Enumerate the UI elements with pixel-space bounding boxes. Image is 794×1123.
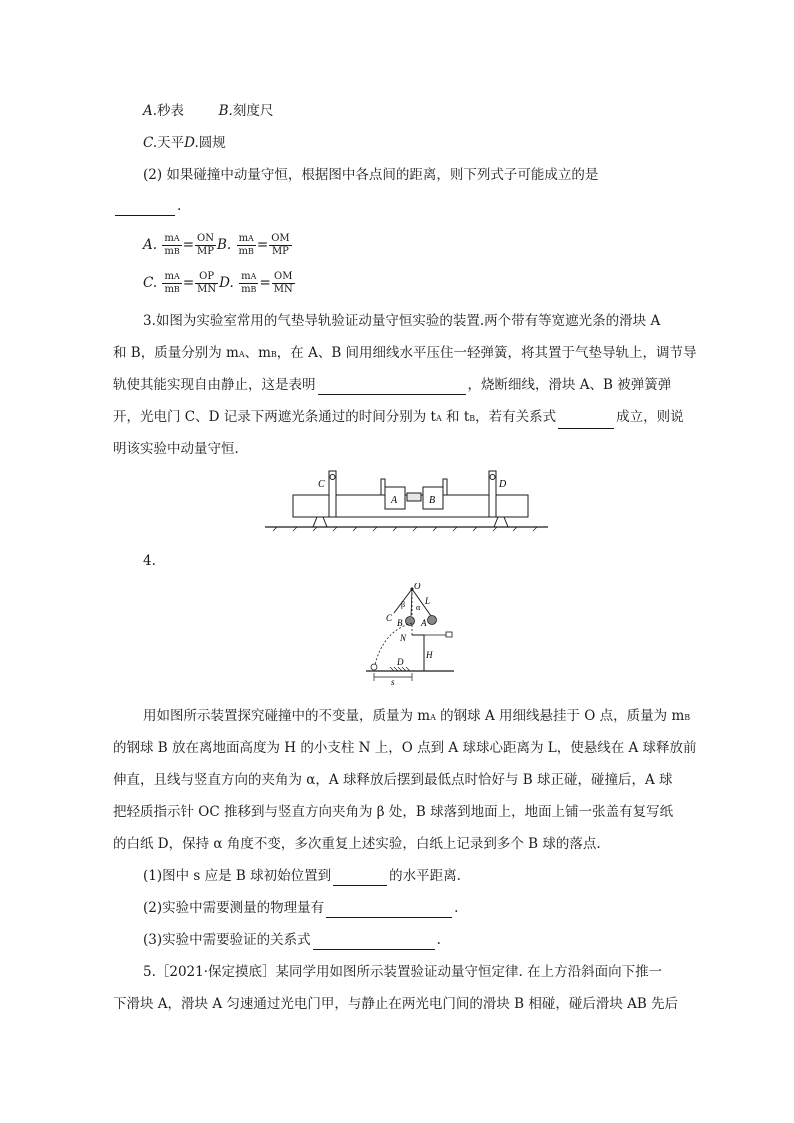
label-alpha: α: [416, 603, 421, 612]
compressed-spring: [407, 493, 421, 501]
q5-line-2: 下滑块 A，滑块 A 匀速通过光电门甲，与静止在两光电门间的滑块 B 相碰，碰后滑块 AB 先后: [113, 996, 679, 1012]
fraction-distance-ratio-a: $\frac{ON}{MP}$: [197, 233, 214, 257]
fraction-option-a-label: A.: [143, 237, 158, 253]
projectile-trajectory: [374, 623, 412, 669]
label-b: B: [429, 495, 436, 506]
label-beta: β: [401, 600, 406, 609]
photogate-c: [329, 471, 336, 517]
air-track-figure: [263, 465, 553, 535]
q2-options-line-cd: [143, 133, 226, 153]
q2-fraction-options-ab: A. $\frac{mA}{mB}$ = $\frac{ON}{MP}$ B. $\frac{mA}{mB}$ = $\frac{OM}{MP}$: [143, 233, 290, 257]
q4-para-line-3: 伸直，且线与竖直方向的夹角为 α，A 球释放后摆到最低点时恰好与 B 球正碰，碰撞后，A 球: [113, 772, 673, 788]
q4-blank-2[interactable]: [326, 903, 452, 918]
fraction-option-d-label: D.: [219, 275, 234, 291]
fraction-mass-ratio-b: $\frac{mA}{mB}$: [238, 233, 254, 257]
option-b-text: 刻度尺: [232, 103, 274, 119]
label-o: O: [414, 583, 421, 591]
q4-para-line-2: 的钢球 B 放在离地面高度为 H 的小支柱 N 上，O 点到 A 球球心距离为 L，使悬线在 A 球释放前: [113, 740, 697, 756]
q3-line-2: 和 B，质量分别为 mA、mB，在 A、B 间用细线水平压住一轻弹簧，将其置于气垫导轨上，调节导: [113, 345, 697, 361]
q4-para-line-1: 用如图所示装置探究碰撞中的不变量，质量为 mA 的钢球 A 用细线悬挂于 O 点，质量为 mB: [143, 708, 691, 724]
ball-b: [406, 617, 415, 626]
q3-blank-1[interactable]: [318, 380, 466, 395]
q3-line-4: 开，光电门 C、D 记录下两遮光条通过的时间分别为 tA 和 tB，若有关系式 成立，则说: [113, 407, 684, 429]
label-b: B: [397, 618, 403, 628]
q4-number: 4.: [143, 553, 156, 569]
q4-para-line-4: 把轻质指示针 OC 推移到与竖直方向夹角为 β 处，B 球落到地面上，地面上铺一张盖有复写纸: [113, 804, 674, 820]
label-a: A: [391, 495, 398, 506]
fraction-option-c-label: C.: [143, 275, 158, 291]
q3-blank-2[interactable]: [558, 414, 614, 429]
photogate-d: [489, 471, 496, 517]
label-l: L: [425, 596, 431, 606]
fraction-mass-ratio-d: $\frac{mA}{mB}$: [241, 271, 257, 295]
option-a-label: A.: [143, 103, 158, 119]
q4-blank-3[interactable]: [313, 935, 435, 950]
fraction-distance-ratio-b: $\frac{OM}{MP}$: [271, 233, 290, 257]
q3-line-5: 明该实验中动量守恒.: [113, 441, 239, 457]
option-d-label: D.: [184, 135, 199, 151]
ball-a: [428, 616, 437, 625]
label-a: A: [421, 618, 427, 628]
fraction-distance-ratio-d: $\frac{OM}{MN}$: [273, 271, 293, 295]
label-s: s: [391, 677, 395, 687]
track-legs: [313, 517, 508, 527]
fraction-option-b-label: B.: [217, 237, 232, 253]
label-d: D: [499, 479, 507, 490]
q2-part2-answer-line: .: [113, 196, 181, 216]
label-c: C: [386, 613, 393, 623]
option-c-label: C.: [143, 135, 158, 151]
pointer-stand: [446, 632, 452, 637]
string-a-lowest: [411, 589, 412, 616]
q5-line-1: 5.［2021·保定摸底］某同学用如图所示装置验证动量守恒定律. 在上方沿斜面向下推一: [143, 964, 663, 980]
landing-ball: [371, 664, 377, 670]
q4-sub-3: (3)实验中需要验证的关系式 .: [143, 932, 441, 948]
label-c: C: [318, 479, 325, 490]
option-c-text: 天平: [157, 135, 185, 151]
fraction-mass-ratio-c: $\frac{mA}{mB}$: [164, 271, 180, 295]
q3-line-3: 轨使其能实现自由静止，这是表明 ，烧断细线，滑块 A、B 被弹簧弹: [113, 377, 672, 393]
support-n: [412, 635, 424, 645]
fraction-distance-ratio-c: $\frac{OP}{MN}$: [197, 271, 217, 295]
option-d-text: 圆规: [198, 135, 226, 151]
q2-options-line-ab: [143, 101, 273, 121]
q4-sub-1: (1)图中 s 应是 B 球初始位置到 的水平距离.: [143, 868, 461, 884]
label-h: H: [426, 650, 433, 660]
label-n: N: [400, 633, 407, 643]
option-b-label: B.: [218, 103, 233, 119]
q4-para-line-5: 的白纸 D，保持 α 角度不变，多次重复上述实验，白纸上记录到多个 B 球的落点.: [113, 836, 601, 852]
q4-sub-2: (2)实验中需要测量的物理量有 .: [143, 900, 459, 916]
q4-blank-1[interactable]: [333, 871, 387, 886]
q2-fraction-options-cd: C. $\frac{mA}{mB}$ = $\frac{OP}{MN}$ D. $\frac{mA}{mB}$ = $\frac{OM}{MN}$: [143, 271, 293, 295]
option-a-text: 秒表: [157, 103, 185, 119]
pendulum-collision-figure: [364, 583, 464, 687]
fraction-mass-ratio-a: $\frac{mA}{mB}$: [164, 233, 180, 257]
answer-blank[interactable]: [115, 201, 175, 216]
label-d: D: [397, 657, 404, 667]
q3-line-1: 3.如图为实验室常用的气垫导轨验证动量守恒实验的装置.两个带有等宽遮光条的滑块 A: [143, 313, 661, 329]
q2-part2-stem: (2) 如果碰撞中动量守恒，根据图中各点间的距离，则下列式子可能成立的是: [143, 167, 599, 183]
